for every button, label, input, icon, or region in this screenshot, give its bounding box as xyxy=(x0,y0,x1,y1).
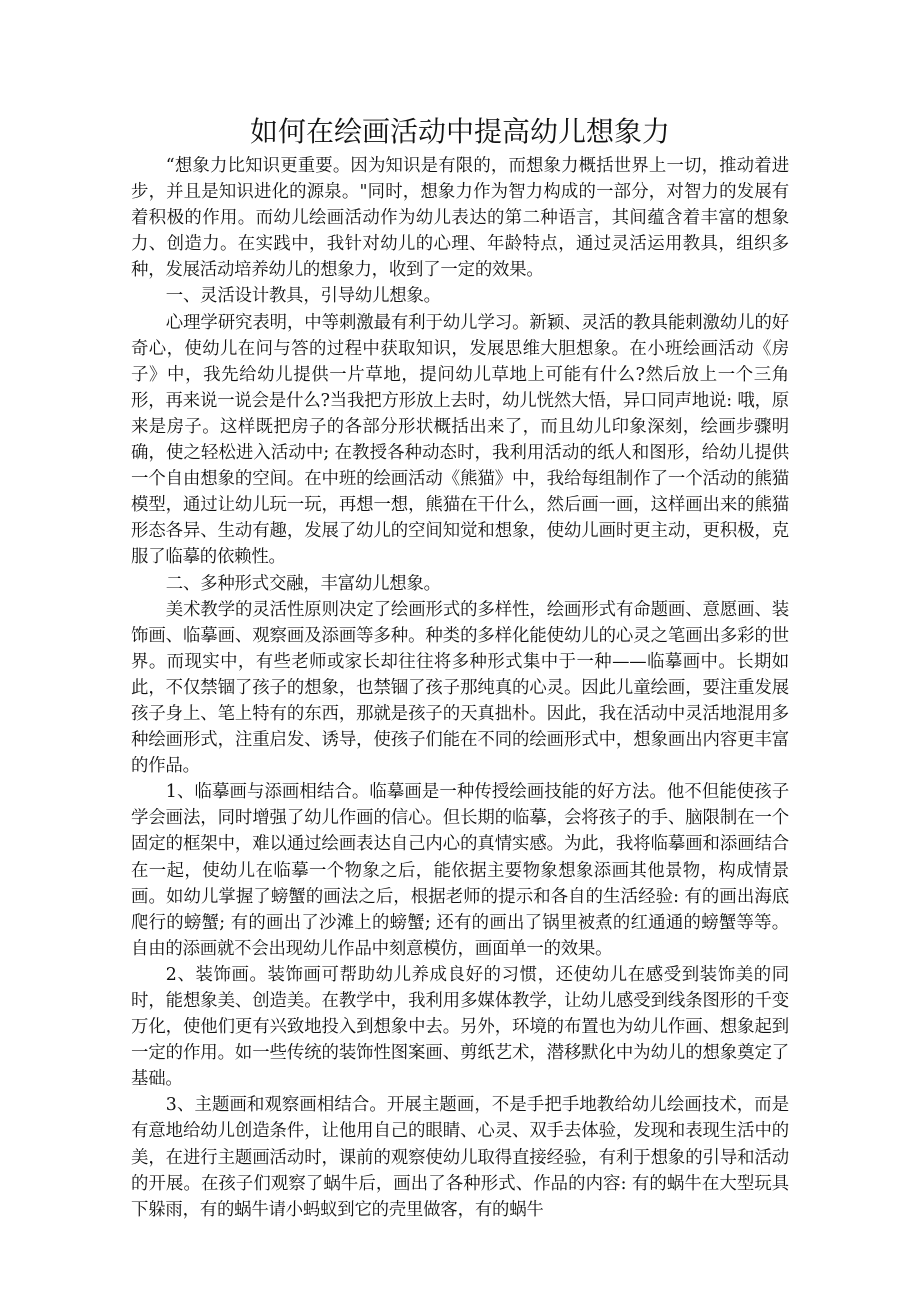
paragraph-intro: “想象力比知识更重要。因为知识是有限的，而想象力概括世界上一切，推动着进步，并且是知识进化的源泉。"同时，想象力作为智力构成的一部分，对智力的发展有着积极的作用。而幼儿绘画活动作为幼儿表达的第二种语言，其间蕴含着丰富的想象力、创造力。在实践中，我针对幼儿的心理、年龄特点，通过灵活运用教具，组织多种，发展活动培养幼儿的想象力，收到了一定的效果。 xyxy=(131,156,789,281)
paragraph-teaching-aids: 心理学研究表明，中等刺激最有利于幼儿学习。新颖、灵活的教具能刺激幼儿的好奇心，使幼儿在问与答的过程中获取知识，发展思维大胆想象。在小班绘画活动《房子》中，我先给幼儿提供一片草地，提问幼儿草地上可能有什么?然后放上一个三角形，再来说一说会是什么?当我把方形放上去时，幼儿恍然大悟，异口同声地说: 哦，原来是房子。这样既把房子的各部分形状概括出来了，而且幼儿印象深刻，绘画步骤明确，使之轻松进入活动中; 在教授各种动态时，我利用活动的纸人和图形，给幼儿提供一个自由想象的空间。在中班的绘画活动《熊猫》中，我给每组制作了一个活动的熊猫模型，通过让幼儿玩一玩，再想一想，熊猫在干什么，然后画一画，这样画出来的熊猫形态各异、生动有趣，发展了幼儿的空间知觉和想象，使幼儿画时更主动，更积极，克服了临摹的依赖性。 xyxy=(131,312,789,568)
paragraph-art-forms: 美术教学的灵活性原则决定了绘画形式的多样性，绘画形式有命题画、意愿画、装饰画、临摹画、观察画及添画等多种。种类的多样化能使幼儿的心灵之笔画出多彩的世界。而现实中，有些老师或家长却往往将多种形式集中于一种——临摹画中。长期如此，不仅禁锢了孩子的想象，也禁锢了孩子那纯真的心灵。因此儿童绘画，要注重发展孩子身上、笔上特有的东西，那就是孩子的天真拙朴。因此，我在活动中灵活地混用多种绘画形式，注重启发、诱导，使孩子们能在不同的绘画形式中，想象画出内容更丰富的作品。 xyxy=(131,599,789,777)
paragraph-decorative-drawing: 2、装饰画。装饰画可帮助幼儿养成良好的习惯，还使幼儿在感受到装饰美的同时，能想象美、创造美。在教学中，我利用多媒体教学，让幼儿感受到线条图形的千变万化，使他们更有兴致地投入到想象中去。另外，环境的布置也为幼儿作画、想象起到一定的作用。如一些传统的装饰性图案画、剪纸艺术，潜移默化中为幼儿的想象奠定了基础。 xyxy=(131,964,789,1090)
document-body xyxy=(131,153,789,1223)
paragraph-copy-and-add-drawing: 1、临摹画与添画相结合。临摹画是一种传授绘画技能的好方法。他不但能使孩子学会画法，同时增强了幼儿作画的信心。但长期的临摹，会将孩子的手、脑限制在一个固定的框架中，难以通过绘画表达自己内心的真情实感。为此，我将临摹画和添画结合在一起，使幼儿在临摹一个物象之后，能依据主要物象想象添画其他景物，构成情景画。如幼儿掌握了螃蟹的画法之后，根据老师的提示和各自的生活经验: 有的画出海底爬行的螃蟹; 有的画出了沙滩上的螃蟹; 还有的画出了锅里被煮的红通通的螃蟹等等。自由的添画就不会出现幼儿作品中刻意模仿，画面单一的效果。 xyxy=(131,782,789,959)
section-heading-1: 一、灵活设计教具，引导幼儿想象。 xyxy=(165,286,441,307)
document-title: 如何在绘画活动中提高幼儿想象力 xyxy=(249,115,670,148)
section-heading-2: 二、多种形式交融，丰富幼儿想象。 xyxy=(165,573,441,594)
paragraph-theme-observation-drawing: 3、主题画和观察画相结合。开展主题画，不是手把手地教给幼儿绘画技术，而是有意地给幼儿创造条件，让他用自己的眼睛、心灵、双手去体验，发现和表现生活中的美，在进行主题画活动时，课前的观察使幼儿取得直接经验，有利于想象的引导和活动的开展。在孩子们观察了蜗牛后，画出了各种形式、作品的内容: 有的蜗牛在大型玩具下躲雨，有的蜗牛请小蚂蚁到它的壳里做客，有的蜗牛 xyxy=(131,1095,789,1220)
